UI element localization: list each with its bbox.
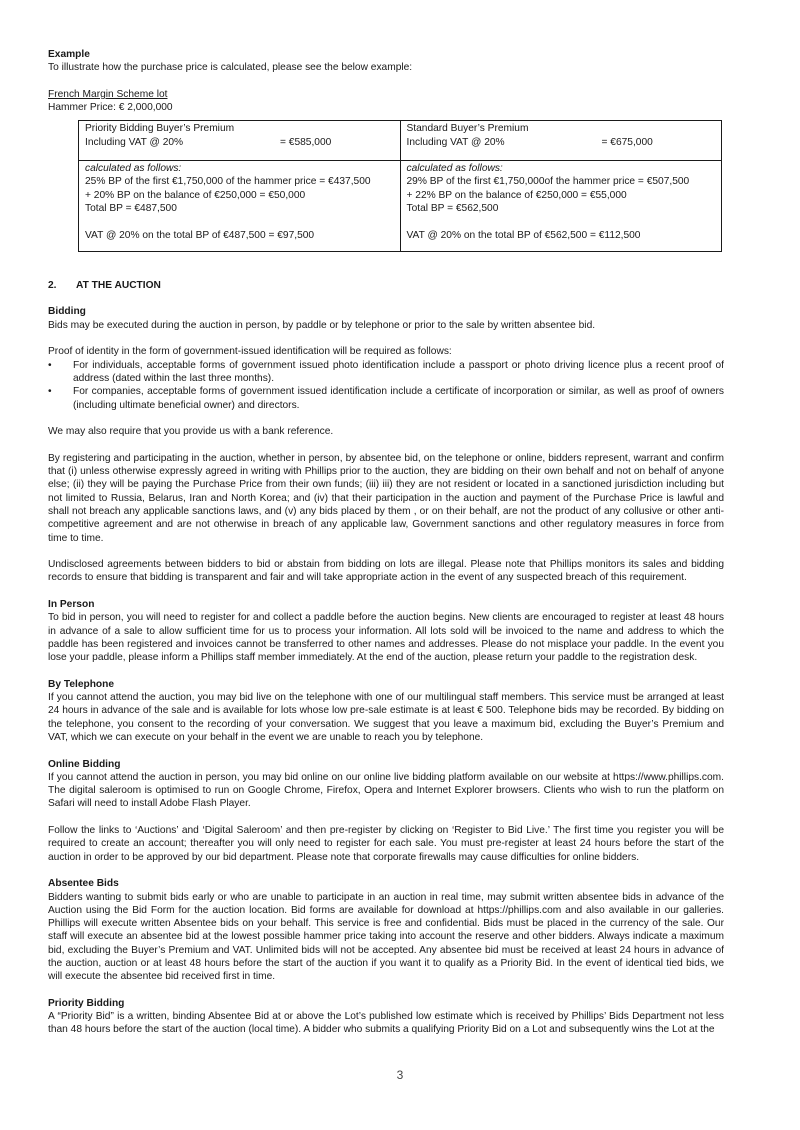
telephone-paragraph: If you cannot attend the auction, you may bid live on the telephone with one of our multilingual staff members. This service must be arranged at least 24 hours in advance of the sale and is available for lots whose low pre-sale estimate is at least € 500. Telephone bids may be recorded. By bidding on the telephone, you consent to the recording of your conversation. We suggest that you leave a maximum bid, excluding the Buyer’s Premium and VAT, which we can execute on your behalf in the event we are unable to reach you by telephone. (48, 692, 724, 743)
standard-premium-cell (400, 121, 722, 161)
bidding-paragraph-4: By registering and participating in the auction, whether in person, by absentee bid, on the telephone or online, bidders represent, warrant and confirm that (i) unless otherwise expressly agreed in writing with Phillips prior to the auction, they are bidding on their own behalf and not on behalf of anyone else; (ii) they will be paying the Purchase Price from their own funds; (iii) iii) they are not resident or located in a sanctioned jurisdiction including but not limited to Russia, Belarus, Iran and North Korea; and (iv) that their participation in the auction and payment of the Purchase Price is lawful and shall not breach any applicable sanctions laws, and (v) any bids placed by them , or on their behalf, are not the product of any collusive or other anti-competitive agreement and are not otherwise in breach of any applicable law, Government sanctions and other regulatory measures in force from time to time. (48, 452, 724, 544)
bidding-paragraph-1: Bids may be executed during the auction in person, by paddle or by telephone or prior to the sale by written absentee bid. (48, 319, 596, 331)
identification-list (48, 359, 724, 412)
standard-vat-label: Including VAT @ 20% (406, 136, 505, 148)
bidding-paragraph-3: We may also require that you provide us with a bank reference. (48, 426, 334, 438)
priority-premium-title: Priority Bidding Buyer’s Premium (85, 123, 235, 135)
standard-vat-value: = €675,000 (601, 136, 653, 148)
absentee-heading: Absentee Bids (48, 878, 119, 890)
section-number: 2. (48, 279, 57, 291)
section-title: AT THE AUCTION (76, 279, 161, 291)
standard-calc-line-1: 29% BP of the first €1,750,000of the hammer price = €507,500 (406, 176, 690, 188)
priority-vat-value: = €585,000 (280, 136, 332, 148)
bidding-paragraph-5: Undisclosed agreements between bidders to bid or abstain from bidding on lots are illegal. Please note that Phillips monitors its sales and bidding records to ensure that bidding is transparent and fair and will take appropriate action in the event of any suspected breach of this requirement. (48, 559, 724, 584)
in-person-heading: In Person (48, 598, 95, 610)
priority-premium-cell (79, 121, 401, 161)
priority-calc-line-1: 25% BP of the first €1,750,000 of the hammer price = €437,500 (85, 176, 371, 188)
standard-calc-line-4: VAT @ 20% on the total BP of €562,500 = €112,500 (406, 229, 641, 241)
standard-calc-line-3: Total BP = €562,500 (406, 202, 499, 214)
priority-calc-line-3: Total BP = €487,500 (85, 202, 177, 214)
standard-calc-label: calculated as follows: (406, 163, 503, 175)
in-person-paragraph: To bid in person, you will need to register for and collect a paddle before the auction begins. New clients are encouraged to register at least 48 hours in advance of a sale to allow sufficient time for us to process your information. All lots sold will be invoiced to the name and address to which the paddle has been registered and invoices cannot be transferred to other names and addresses. Please do not misplace your paddle. In the event you lose your paddle, please inform a Phillips staff member immediately. At the end of the auction, please return your paddle to the registration desk. (48, 612, 724, 664)
document-page (48, 48, 724, 1037)
absentee-paragraph: Bidders wanting to submit bids early or who are unable to participate in an auction in real time, may submit written absentee bids in advance of the Auction using the Bid Form for the auction location. Bid forms are available for download at https://phillips.com and also available in our galleries. Phillips will execute written Absentee bids on your behalf. This service is free and confidential. Bids must be placed in the currency of the sale. Our staff will execute an absentee bid at the lowest possible hammer price taking into account the reserve and other bidders. Always indicate a maximum bid, excluding the Buyer’s Premium and VAT. Unlimited bids will not be accepted. Any absentee bid must be received at least 24 hours in advance of the auction, auction or at least 48 hours before the start of the auction if you want it to qualify as a Priority Bid. In the event of identical tied bids, we will execute the absentee bid received first in time. (48, 891, 724, 983)
priority-calc-line-4: VAT @ 20% on the total BP of €487,500 = €97,500 (85, 229, 315, 241)
hammer-price: Hammer Price: € 2,000,000 (48, 102, 173, 114)
page-number: 3 (396, 1068, 404, 1082)
example-intro: To illustrate how the purchase price is calculated, please see the below example: (48, 62, 413, 74)
standard-premium-title: Standard Buyer’s Premium (406, 123, 529, 135)
list-item: • For companies, acceptable forms of government issued identification include a certificate of incorporation or similar, as well as proof of owners (including ultimate beneficial owner) and directors. (48, 385, 724, 412)
standard-calculation-cell (400, 161, 722, 252)
priority-bidding-paragraph: A “Priority Bid” is a written, binding Absentee Bid at or above the Lot’s published low estimate which is received by Phillips’ Bids Department not less than 48 hours before the start of the auction (local time). A bidder who submits a qualifying Priority Bid on a Lot and subsequently wins the Lot at the (48, 1011, 724, 1036)
priority-vat-label: Including VAT @ 20% (85, 136, 184, 148)
priority-calc-label: calculated as follows: (85, 163, 182, 175)
example-heading: Example (48, 49, 90, 60)
online-bidding-heading: Online Bidding (48, 758, 121, 770)
priority-bidding-heading: Priority Bidding (48, 997, 125, 1009)
list-item: • For individuals, acceptable forms of government issued photo identification include a passport or photo driving licence plus a recent proof of address (dated within the last three months). (48, 359, 724, 386)
priority-calc-line-2: + 20% BP on the balance of €250,000 = €50,000 (85, 189, 306, 201)
standard-calc-line-2: + 22% BP on the balance of €250,000 = €55,000 (406, 189, 627, 201)
telephone-heading: By Telephone (48, 678, 115, 690)
premium-example-table (78, 120, 722, 251)
bidding-heading: Bidding (48, 306, 86, 318)
lot-type: French Margin Scheme lot (48, 88, 168, 100)
priority-calculation-cell (79, 161, 401, 252)
online-paragraph-1: If you cannot attend the auction in person, you may bid online on our online live bidding platform available on our website at https://www.phillips.com. The digital saleroom is optimised to run on Google Chrome, Firefox, Opera and Internet Explorer browsers. Clients who wish to run the platform on Safari will need to install Adobe Flash Player. (48, 771, 724, 810)
section-heading (48, 279, 724, 292)
bidding-paragraph-2: Proof of identity in the form of government-issued identification will be required as follows: (48, 346, 452, 358)
online-paragraph-2: Follow the links to ‘Auctions’ and ‘Digital Saleroom’ and then pre-register by clicking on ‘Register to Bid Live.’ The first time you register you will be required to create an account; thereafter you will only need to register for each sale. You must pre-register at least 24 hours before the start of the auction in order to be approved by our bid department. Please note that corporate firewalls may cause difficulties for online bidders. (48, 825, 724, 863)
